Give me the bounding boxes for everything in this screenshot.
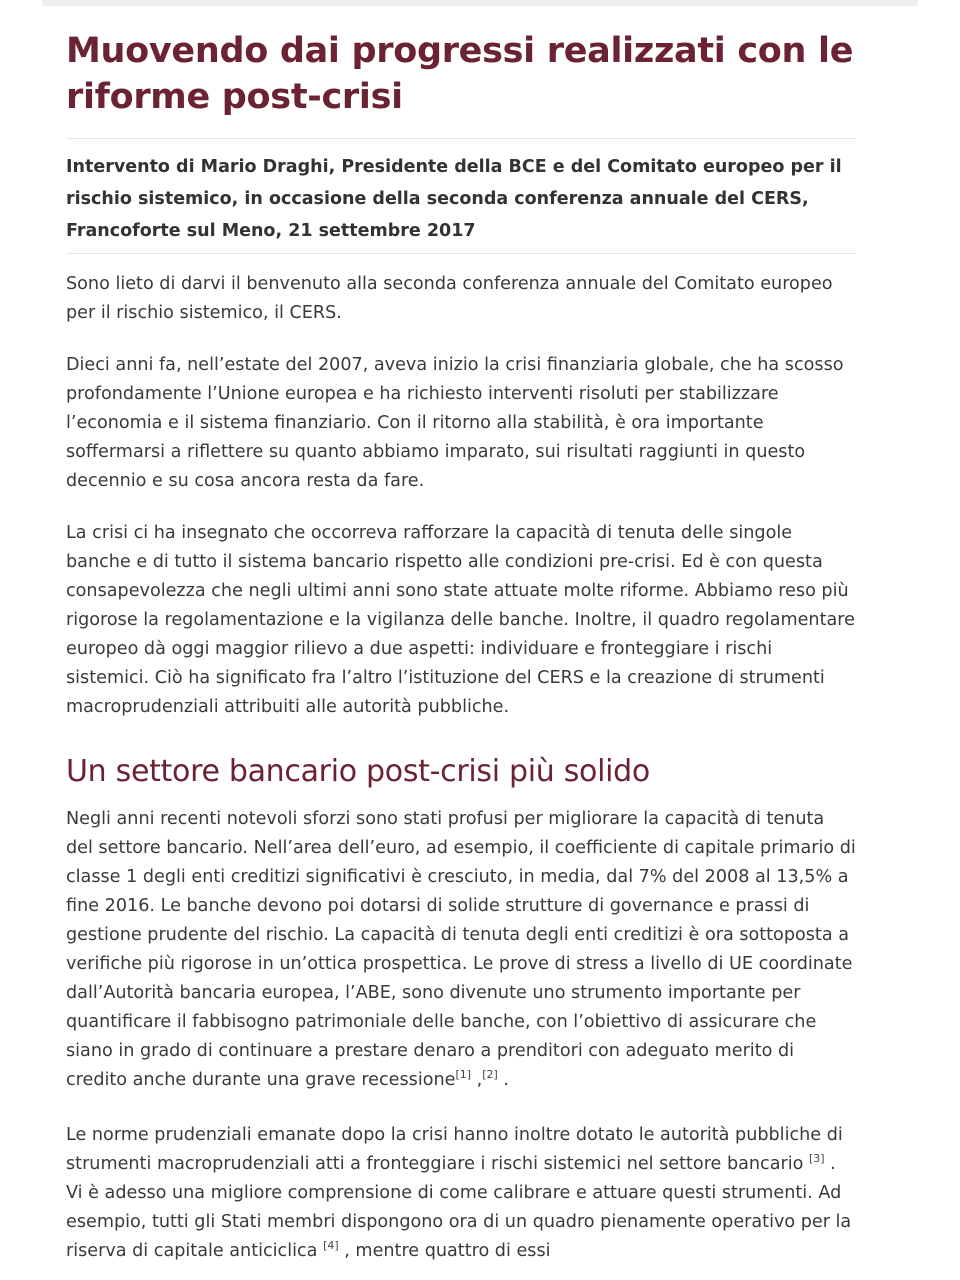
paragraph-5-text-b: . Vi è adesso una migliore comprensione di come calibrare e attuare questi strumenti. Ad esempio, tutti gli Stati membri dispongono ora di un quadro pienamente operativo per la riserva di capitale anticiclica [66, 1154, 852, 1261]
subtitle-divider [66, 253, 856, 254]
footnote-separator: , [471, 1070, 483, 1090]
article [66, 28, 856, 1266]
section-heading: Un settore bancario post-crisi più solido [66, 754, 650, 789]
top-divider-bar [42, 0, 918, 6]
footnote-link-2[interactable]: [2] [482, 1068, 498, 1082]
paragraph-5-text-a: Le norme prudenziali emanate dopo la crisi hanno inoltre dotato le autorità pubbliche di strumenti macroprudenziali atti a fronteggiare i rischi sistemici nel settore bancario [66, 1125, 843, 1174]
footnote-link-1[interactable]: [1] [455, 1068, 472, 1082]
footnote-link-3[interactable]: [3] [809, 1152, 825, 1166]
paragraph-4 [66, 805, 856, 1095]
paragraph-5 [66, 1121, 856, 1266]
paragraph-1: Sono lieto di darvi il benvenuto alla seconda conferenza annuale del Comitato europeo per il rischio sistemico, il CERS. [66, 274, 833, 323]
paragraph-4-end: . [497, 1070, 510, 1090]
paragraph-2: Dieci anni fa, nell’estate del 2007, aveva inizio la crisi finanziaria globale, che ha scosso profondamente l’Unione europea e ha richiesto interventi risoluti per stabilizzare l’economia e il sistema finanziario. Con il ritorno alla stabilità, è ora importante soffermarsi a riflettere su quanto abbiamo imparato, sui risultati raggiunti in questo decennio e su cosa ancora resta da fare. [66, 355, 844, 491]
paragraph-4-text: Negli anni recenti notevoli sforzi sono stati profusi per migliorare la capacità di tenuta del settore bancario. Nell’area dell’euro, ad esempio, il coefficiente di capitale primario di classe 1 degli enti creditizi significativi è cresciuto, in media, dal 7% del 2008 al 13,5% a fine 2016. Le banche devono poi dotarsi di solide strutture di governance e prassi di gestione prudente del rischio. La capacità di tenuta degli enti creditizi è ora sottoposta a verifiche più rigorose in un’ottica prospettica. Le prove di stress a livello di UE coordinate dall’Autorità bancaria europea, l’ABE, sono divenute uno strumento importante per quantificare il fabbisogno patrimoniale delle banche, con l’obiettivo di assicurare che siano in grado di continuare a prestare denaro a prenditori con adeguato merito di credito anche durante una grave recessione [66, 809, 856, 1090]
footnote-link-4[interactable]: [4] [323, 1239, 339, 1253]
paragraph-5-text-c: , mentre quattro di essi [338, 1241, 551, 1261]
article-title: Muovendo dai progressi realizzati con le riforme post-crisi [66, 31, 854, 117]
article-subtitle: Intervento di Mario Draghi, Presidente della BCE e del Comitato europeo per il rischio sistemico, in occasione della seconda conferenza annuale del CERS, Francoforte sul Meno, 21 settembre 2017 [66, 157, 842, 241]
paragraph-3: La crisi ci ha insegnato che occorreva rafforzare la capacità di tenuta delle singole banche e di tutto il sistema bancario rispetto alle condizioni pre-crisi. Ed è con questa consapevolezza che negli ultimi anni sono state attuate molte riforme. Abbiamo reso più rigorose la regolamentazione e la vigilanza delle banche. Inoltre, il quadro regolamentare europeo dà oggi maggior rilievo a due aspetti: individuare e fronteggiare i rischi sistemici. Ciò ha significato fra l’altro l’istituzione del CERS e la creazione di strumenti macroprudenziali attribuiti alle autorità pubbliche. [66, 523, 855, 717]
title-divider [66, 138, 856, 139]
